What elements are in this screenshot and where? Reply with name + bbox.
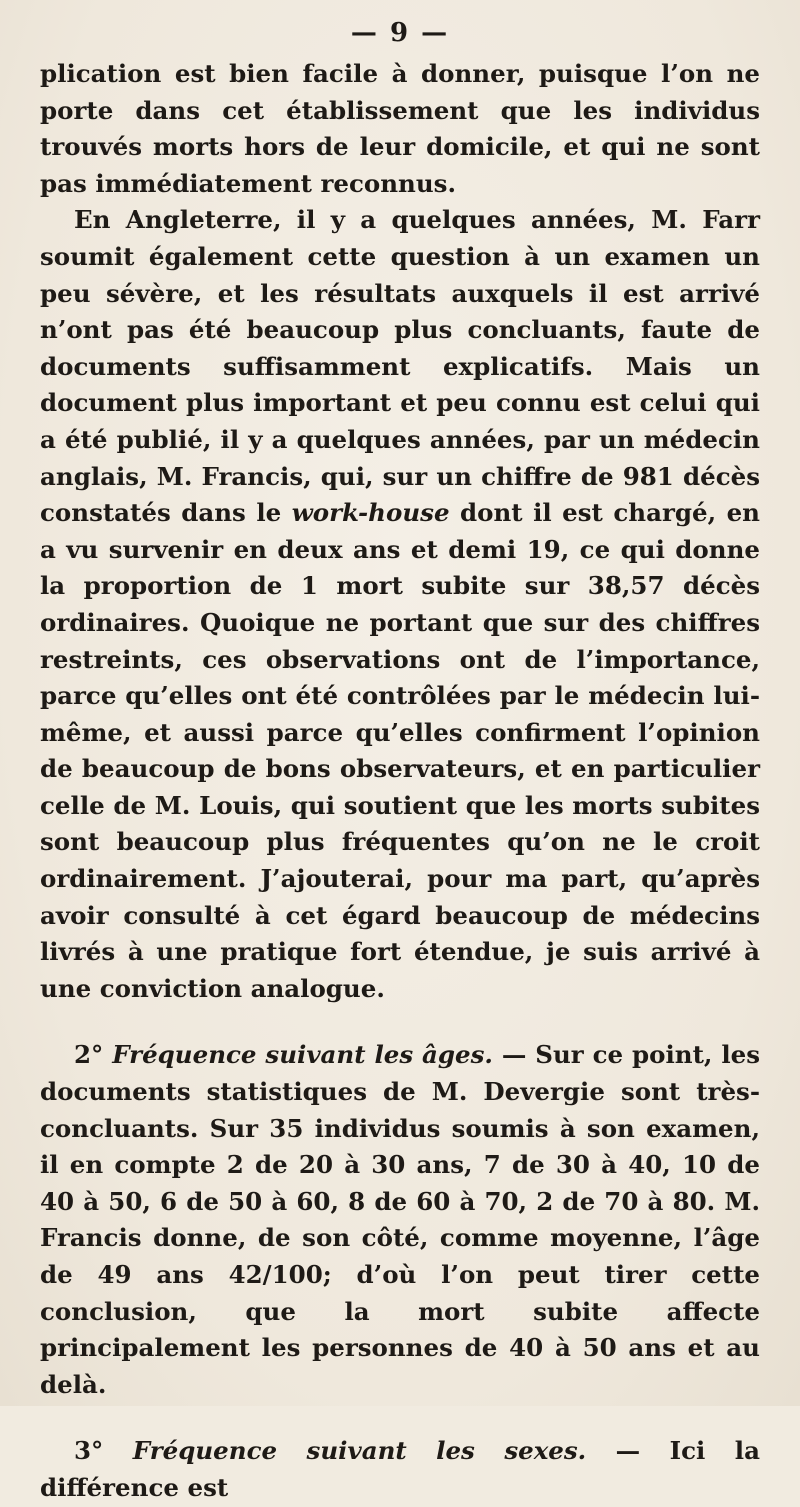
paragraph-4-heading: Fréquence suivant les sexes.: [132, 1436, 587, 1466]
paragraph-2: [40, 202, 760, 1007]
paragraph-3-lead: 2°: [74, 1040, 113, 1070]
paragraph-1: [40, 56, 760, 202]
paragraph-4-after: — Ici la différence est: [40, 1436, 760, 1502]
paragraph-4-lead: 3°: [74, 1436, 133, 1466]
paragraph-1-text: plication est bien facile à donner, puisque l’on ne porte dans cet établissement que les individus trouvés morts hors de leur domicile, et qui ne sont pas immédiatement reconnus.: [40, 59, 760, 198]
paragraph-2-italic: work-house: [291, 498, 450, 528]
paragraph-3-heading: Fréquence suivant les âges.: [112, 1040, 493, 1070]
paragraph-4: [40, 1433, 760, 1506]
paragraph-3: [40, 1037, 760, 1403]
paragraph-2-after: dont il est chargé, en a vu survenir en deux ans et demi 19, ce qui donne la proportion de 1 mort subite sur 38,57 décès ordinaires. Quoique ne portant que sur des chiffres restreints, ces observations ont de l’importance, parce qu’elles ont été contrôlées par le médecin lui-même, et aussi parce qu’elles confirment l’opinion de beaucoup de bons observateurs, et en particulier celle de M. Louis, qui soutient que les morts subites sont beaucoup plus fréquentes qu’on ne le croit ordinairement. J’ajouterai, pour ma part, qu’après avoir consulté à cet égard beaucoup de médecins livrés à une pratique fort étendue, je suis arrivé à une conviction analogue.: [40, 498, 760, 1003]
page-number: — 9 —: [350, 18, 450, 48]
paragraph-3-after: — Sur ce point, les documents statistiques de M. Devergie sont très-concluants. Sur 35 individus soumis à son examen, il en compte 2 de 20 à 30 ans, 7 de 30 à 40, 10 de 40 à 50, 6 de 50 à 60, 8 de 60 à 70, 2 de 70 à 80. M. Francis donne, de son côté, comme moyenne, l’âge de 49 ans 42/100; d’où l’on peut tirer cette conclusion, que la mort subite affecte principalement les personnes de 40 à 50 ans et au delà.: [40, 1040, 761, 1399]
paragraph-2-text: En Angleterre, il y a quelques années, M. Farr soumit également cette question à un examen un peu sévère, et les résultats auxquels il est arrivé n’ont pas été beaucoup plus concluants, faute de documents suffisamment explicatifs. Mais un document plus important et peu connu est celui qui a été publié, il y a quelques années, par un médecin anglais, M. Francis, qui, sur un chiffre de 981 décès constatés dans le: [40, 205, 760, 528]
